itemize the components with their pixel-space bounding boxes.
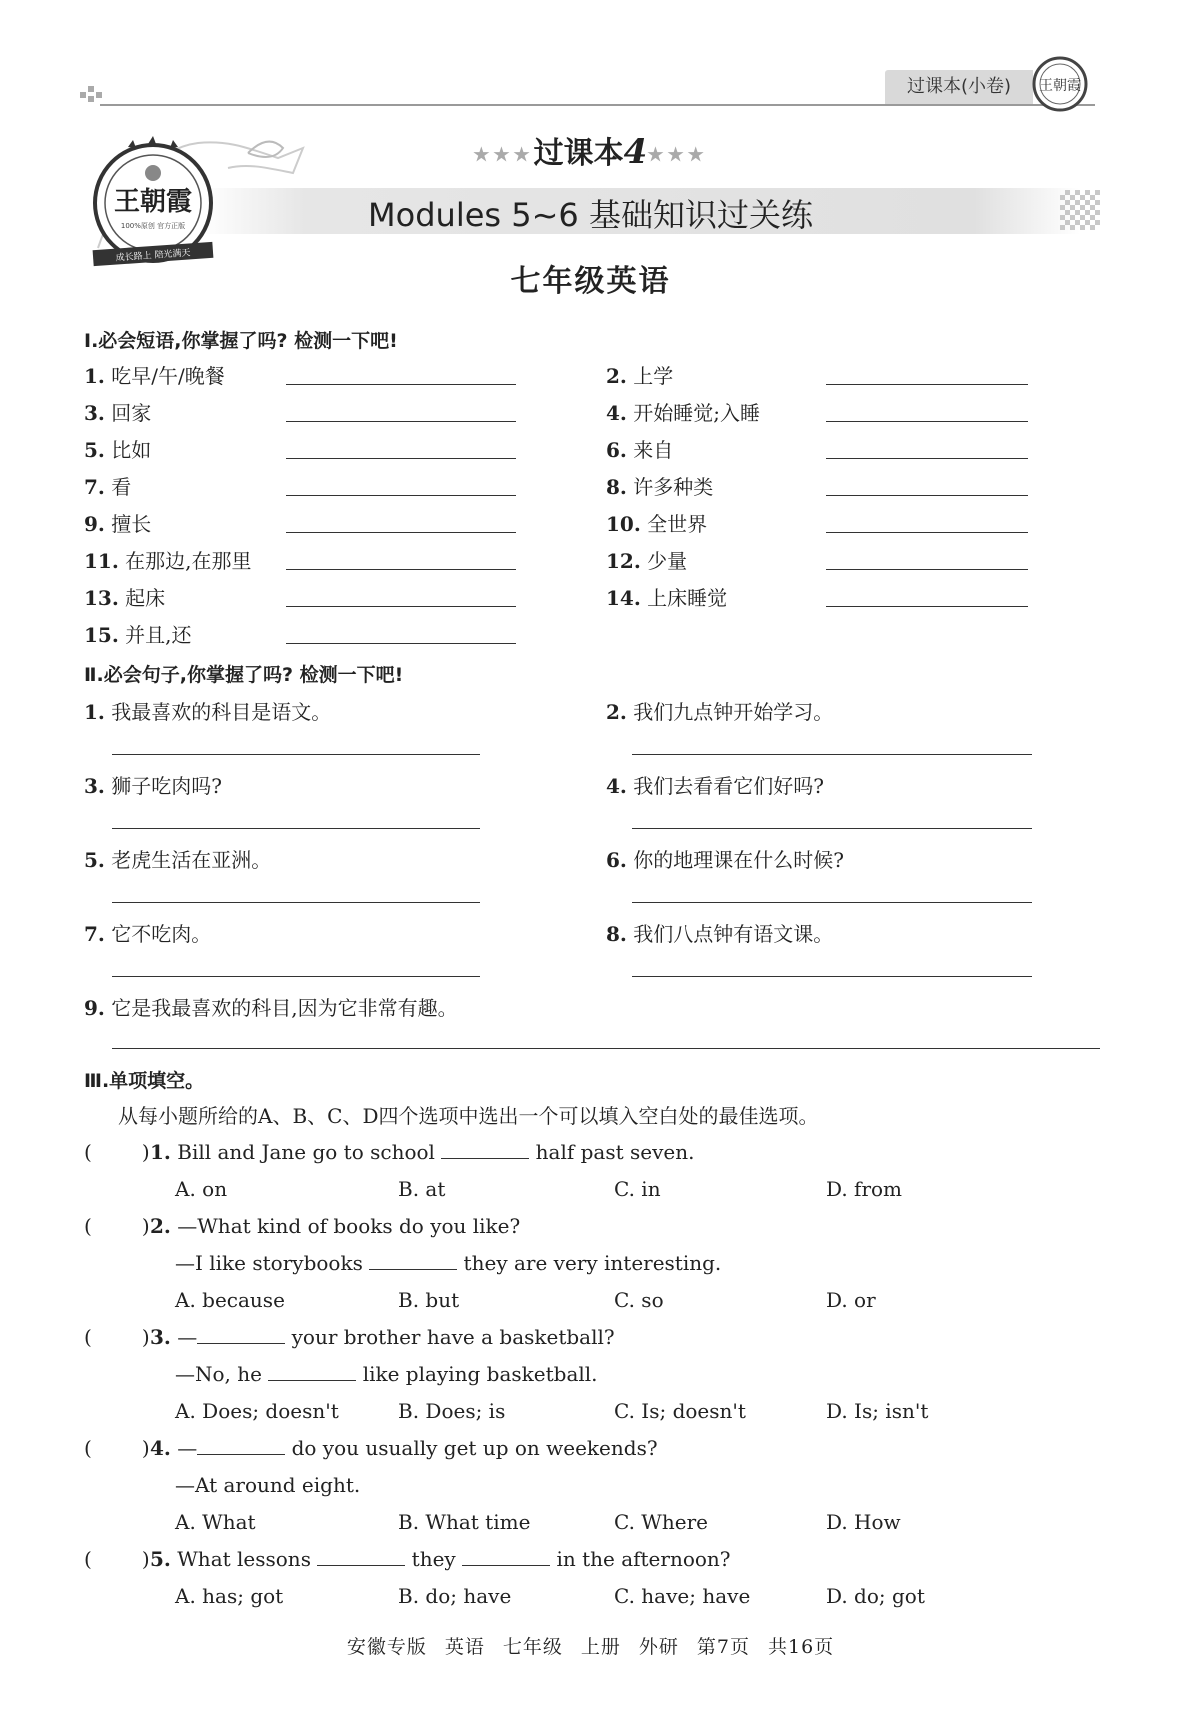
phrase-item	[84, 397, 151, 426]
option-item[interactable]: A. What	[175, 1510, 256, 1534]
answer-blank[interactable]	[826, 569, 1028, 570]
question-text: —I like storybooks	[175, 1251, 370, 1275]
phrase-number: 12.	[606, 549, 641, 573]
answer-line[interactable]	[632, 828, 1032, 829]
option-item[interactable]: A. on	[175, 1177, 228, 1201]
corner-dots-decoration	[80, 86, 102, 104]
paren-close: )	[141, 1214, 150, 1238]
footer-grade: 七年级	[502, 1636, 563, 1658]
paren-close: )	[141, 1436, 150, 1460]
section2-title: Ⅱ.必会句子,你掌握了吗? 检测一下吧!	[84, 664, 404, 686]
phrase-item	[606, 582, 727, 611]
phrase-number: 2.	[606, 364, 627, 388]
brand-logo-text: 王朝霞	[113, 187, 193, 217]
sentence-number: 2.	[606, 700, 627, 724]
option-item[interactable]: C. Is; doesn't	[614, 1399, 746, 1423]
option-item[interactable]: C. so	[614, 1288, 664, 1312]
phrase-item	[84, 471, 131, 500]
option-item[interactable]: C. have; have	[614, 1584, 751, 1608]
sentence-text: 我们八点钟有语文课。	[633, 922, 834, 946]
phrase-text: 比如	[111, 438, 152, 462]
answer-line[interactable]	[632, 902, 1032, 903]
sentence-item	[84, 918, 211, 947]
option-item[interactable]: A. Does; doesn't	[175, 1399, 339, 1423]
answer-blank[interactable]	[826, 532, 1028, 533]
sentence-text: 它是我最喜欢的科目,因为它非常有趣。	[111, 996, 458, 1020]
phrase-number: 9.	[84, 512, 105, 536]
answer-blank[interactable]	[826, 384, 1028, 385]
question-line	[150, 1325, 615, 1349]
brand-logo-tagline: 100%原创 官方正版	[120, 222, 186, 230]
option-item[interactable]: B. at	[398, 1177, 446, 1201]
question-text: your brother have a basketball?	[285, 1325, 615, 1349]
answer-blank[interactable]	[826, 421, 1028, 422]
answer-blank[interactable]	[826, 606, 1028, 607]
phrase-number: 11.	[84, 549, 119, 573]
phrase-number: 6.	[606, 438, 627, 462]
answer-paren[interactable]	[84, 1325, 150, 1349]
option-item[interactable]: A. because	[175, 1288, 285, 1312]
series-number: 4	[623, 132, 648, 172]
sentence-number: 3.	[84, 774, 105, 798]
option-item[interactable]: B. do; have	[398, 1584, 512, 1608]
footer-volume: 上册	[580, 1636, 621, 1658]
phrase-item	[84, 434, 151, 463]
sentence-text: 老虎生活在亚洲。	[111, 848, 272, 872]
sentence-text: 你的地理课在什么时候?	[633, 848, 844, 872]
phrase-item	[84, 582, 165, 611]
question-text: What lessons	[177, 1547, 318, 1571]
question-number: 1.	[150, 1140, 171, 1164]
paren-open: (	[84, 1436, 92, 1460]
header-tab-label: 过课本(小卷)	[885, 70, 1033, 104]
question-text: they are very interesting.	[457, 1251, 722, 1275]
sentence-item	[606, 696, 833, 725]
question-text: like playing basketball.	[356, 1362, 598, 1386]
phrase-text: 上床睡觉	[647, 586, 728, 610]
phrase-text: 少量	[647, 549, 688, 573]
sentence-item	[84, 770, 222, 799]
subject-title: 七年级英语	[510, 264, 671, 299]
option-item[interactable]: B. but	[398, 1288, 460, 1312]
question-text: —At around eight.	[175, 1473, 361, 1497]
answer-blank[interactable]	[286, 569, 516, 570]
answer-blank[interactable]	[286, 384, 516, 385]
phrase-item	[606, 397, 760, 426]
answer-line[interactable]	[112, 902, 480, 903]
footer-page: 第7页	[696, 1636, 750, 1658]
phrase-item	[84, 545, 252, 574]
question-line	[175, 1362, 598, 1386]
series-title	[0, 128, 1181, 172]
stars-right: ★★★	[647, 144, 708, 166]
phrase-text: 并且,还	[125, 623, 192, 647]
question-number: 3.	[150, 1325, 171, 1349]
sentence-number: 9.	[84, 996, 105, 1020]
phrase-text: 吃早/午/晚餐	[111, 364, 225, 388]
option-item[interactable]: C. in	[614, 1177, 661, 1201]
sentence-number: 5.	[84, 848, 105, 872]
fill-blank[interactable]	[441, 1157, 529, 1159]
phrase-item	[84, 619, 192, 648]
header-rule	[100, 104, 1095, 106]
phrase-text: 来自	[633, 438, 674, 462]
answer-blank[interactable]	[286, 421, 516, 422]
phrase-text: 在那边,在那里	[125, 549, 252, 573]
answer-blank[interactable]	[826, 495, 1028, 496]
phrase-item	[606, 360, 673, 389]
answer-line[interactable]	[632, 754, 1032, 755]
option-item[interactable]: D. do; got	[826, 1584, 925, 1608]
fill-blank[interactable]	[462, 1564, 550, 1566]
phrase-item	[606, 508, 707, 537]
phrase-number: 7.	[84, 475, 105, 499]
brand-logo-slogan: 成长路上 陪光满天	[115, 248, 191, 264]
sentence-number: 1.	[84, 700, 105, 724]
option-item[interactable]: D. How	[826, 1510, 901, 1534]
option-item[interactable]: B. Does; is	[398, 1399, 506, 1423]
sentence-item	[84, 844, 271, 873]
sentence-item	[606, 770, 824, 799]
answer-blank[interactable]	[286, 458, 516, 459]
option-item[interactable]: B. What time	[398, 1510, 531, 1534]
phrase-number: 5.	[84, 438, 105, 462]
sentence-text: 我们九点钟开始学习。	[633, 700, 834, 724]
question-text: Bill and Jane go to school	[177, 1140, 442, 1164]
phrase-number: 10.	[606, 512, 641, 536]
answer-paren[interactable]	[84, 1436, 150, 1460]
phrase-item	[84, 508, 151, 537]
answer-line[interactable]	[112, 828, 480, 829]
question-text: half past seven.	[529, 1140, 695, 1164]
sentence-text: 我们去看看它们好吗?	[633, 774, 824, 798]
sentence-item	[606, 918, 833, 947]
sentence-text: 我最喜欢的科目是语文。	[111, 700, 332, 724]
sentence-number: 4.	[606, 774, 627, 798]
paren-open: (	[84, 1214, 92, 1238]
question-line	[175, 1473, 360, 1497]
answer-blank[interactable]	[286, 532, 516, 533]
phrase-number: 14.	[606, 586, 641, 610]
answer-paren[interactable]	[84, 1547, 150, 1571]
sentence-number: 7.	[84, 922, 105, 946]
fill-blank[interactable]	[197, 1342, 285, 1344]
sentence-number: 6.	[606, 848, 627, 872]
footer-subject: 英语	[444, 1636, 485, 1658]
footer-edition: 安徽专版	[346, 1636, 427, 1658]
fill-blank[interactable]	[197, 1453, 285, 1455]
option-item[interactable]: A. has; got	[175, 1584, 284, 1608]
sentence-number: 8.	[606, 922, 627, 946]
answer-blank[interactable]	[286, 606, 516, 607]
question-text: do you usually get up on weekends?	[285, 1436, 658, 1460]
header-logo-badge-icon	[1030, 54, 1090, 114]
question-line	[150, 1436, 658, 1460]
fill-blank[interactable]	[369, 1268, 457, 1270]
question-text: —	[177, 1436, 198, 1460]
sentence-item	[84, 992, 458, 1021]
paren-close: )	[141, 1547, 150, 1571]
phrase-text: 上学	[633, 364, 674, 388]
question-text: —What kind of books do you like?	[177, 1214, 521, 1238]
phrase-item	[606, 545, 687, 574]
answer-blank[interactable]	[826, 458, 1028, 459]
option-item[interactable]: C. Where	[614, 1510, 708, 1534]
answer-paren[interactable]	[84, 1140, 150, 1164]
page-footer	[0, 1632, 1181, 1659]
option-item[interactable]: D. or	[826, 1288, 876, 1312]
phrase-text: 起床	[125, 586, 166, 610]
phrase-text: 回家	[111, 401, 152, 425]
question-number: 5.	[150, 1547, 171, 1571]
section3-instruction: 从每小题所给的A、B、C、D四个选项中选出一个可以填入空白处的最佳选项。	[118, 1104, 819, 1128]
question-text: in the afternoon?	[550, 1547, 731, 1571]
stars-left: ★★★	[473, 144, 534, 166]
paren-close: )	[141, 1140, 150, 1164]
sentence-text: 它不吃肉。	[111, 922, 212, 946]
phrase-item	[606, 434, 673, 463]
phrase-text: 看	[111, 475, 132, 499]
answer-paren[interactable]	[84, 1214, 150, 1238]
answer-line[interactable]	[112, 976, 480, 977]
phrase-number: 15.	[84, 623, 119, 647]
section3-title: Ⅲ.单项填空。	[84, 1070, 205, 1092]
phrase-number: 4.	[606, 401, 627, 425]
question-number: 2.	[150, 1214, 171, 1238]
question-text: they	[405, 1547, 463, 1571]
phrase-number: 13.	[84, 586, 119, 610]
phrase-text: 许多种类	[633, 475, 714, 499]
answer-blank[interactable]	[286, 643, 516, 644]
fill-blank[interactable]	[268, 1379, 356, 1381]
answer-blank[interactable]	[286, 495, 516, 496]
sentence-item	[606, 844, 844, 873]
answer-line[interactable]	[632, 976, 1032, 977]
paren-close: )	[141, 1325, 150, 1349]
option-item[interactable]: D. from	[826, 1177, 903, 1201]
question-text: —No, he	[175, 1362, 269, 1386]
phrase-number: 8.	[606, 475, 627, 499]
question-text: —	[177, 1325, 198, 1349]
paren-open: (	[84, 1140, 92, 1164]
phrase-number: 1.	[84, 364, 105, 388]
section1-title: Ⅰ.必会短语,你掌握了吗? 检测一下吧!	[84, 330, 398, 352]
question-line	[150, 1140, 694, 1164]
phrase-text: 开始睡觉;入睡	[633, 401, 760, 425]
module-title: Modules 5~6 基础知识过关练	[368, 196, 813, 234]
phrase-text: 全世界	[647, 512, 708, 536]
phrase-item	[84, 360, 225, 389]
phrase-text: 擅长	[111, 512, 152, 536]
sentence-text: 狮子吃肉吗?	[111, 774, 222, 798]
footer-publisher: 外研	[638, 1636, 679, 1658]
paren-open: (	[84, 1547, 92, 1571]
series-title-prefix: 过课本	[533, 136, 624, 171]
sentence-item	[84, 696, 331, 725]
footer-total: 共16页	[767, 1636, 835, 1658]
header-logo-text: 王朝霞	[1039, 78, 1081, 94]
option-item[interactable]: D. Is; isn't	[826, 1399, 929, 1423]
question-line	[175, 1251, 721, 1275]
fill-blank[interactable]	[317, 1564, 405, 1566]
phrase-number: 3.	[84, 401, 105, 425]
paren-open: (	[84, 1325, 92, 1349]
question-line	[150, 1214, 520, 1238]
question-number: 4.	[150, 1436, 171, 1460]
answer-line[interactable]	[112, 1048, 1100, 1049]
answer-line[interactable]	[112, 754, 480, 755]
phrase-item	[606, 471, 713, 500]
question-line	[150, 1547, 731, 1571]
